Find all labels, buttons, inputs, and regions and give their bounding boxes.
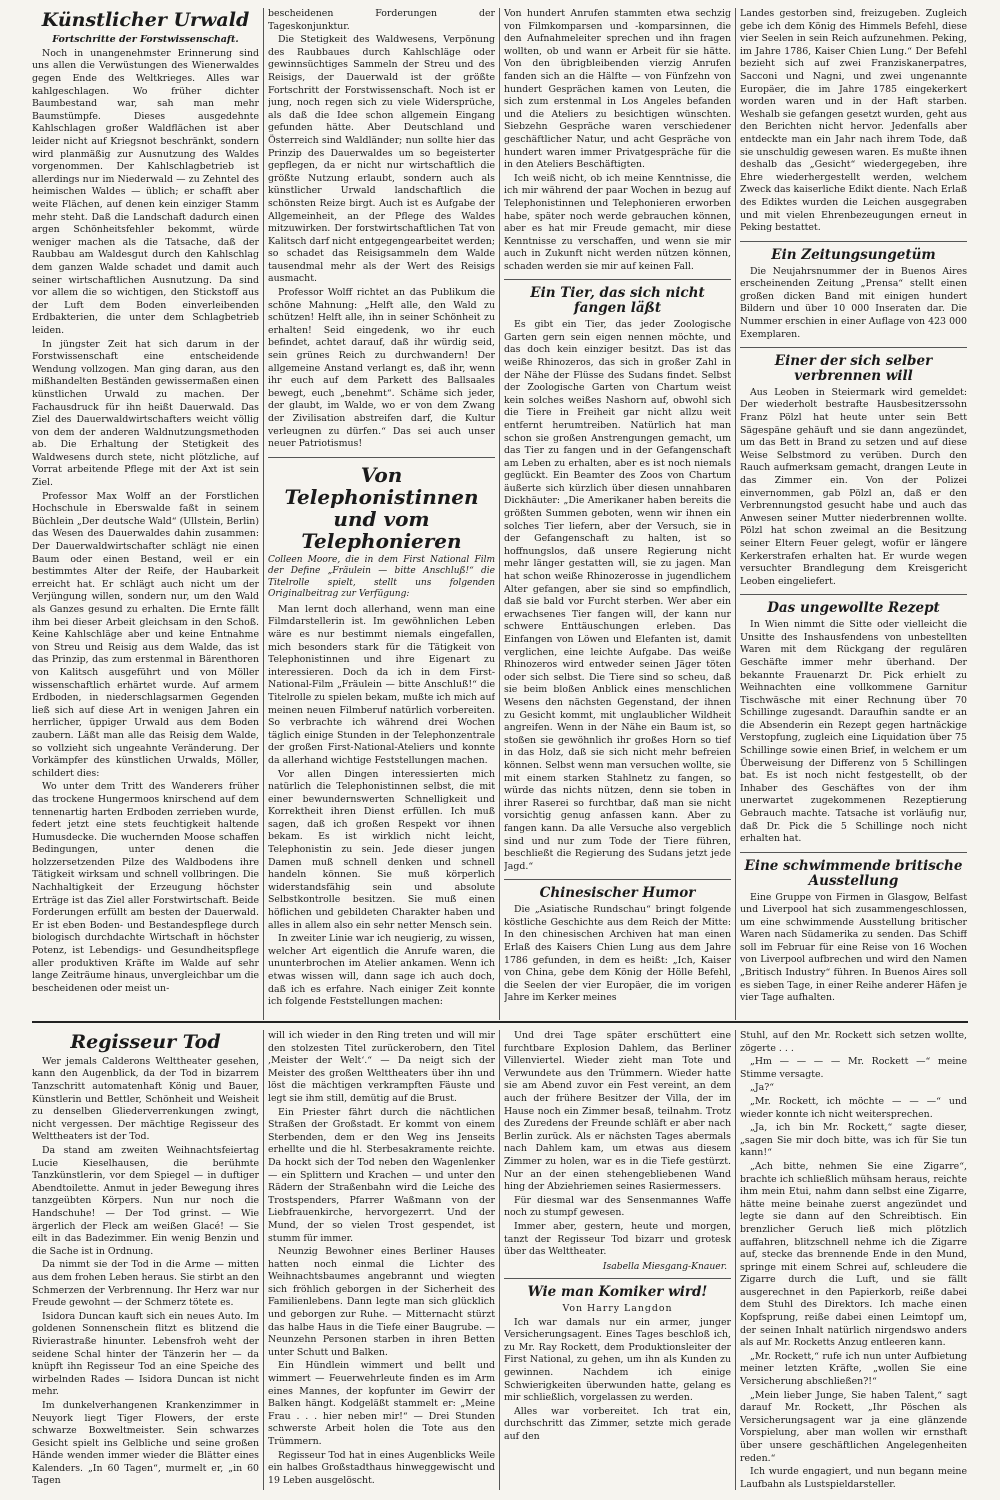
article-title-zeitung: Ein Zeitungsungetüm	[771, 246, 936, 263]
article-separator	[504, 879, 731, 880]
column-rule	[263, 8, 264, 1020]
article-separator	[504, 1278, 731, 1279]
paragraph: Alles war vorbereitet. Ich trat ein, durchschritt das Zimmer, setzte mich gerade auf den	[504, 1405, 731, 1442]
paragraph: bescheidenen Forderungen der Tageskonjunktur.	[268, 8, 495, 32]
paragraph: Landes gestorben sind, freizugeben. Zugleich gebe ich dem König des Himmels Befehl, diese vier Seelen in sein Reich aufzunehmen. Peking, im Jahre 1786, Kaiser Chien Lung.“ Der Befehl bezieht sich auf zwei Franziskanerpatres, Sacconi und Nagni, und zwei ungenannte Europäer, die im Jahre 1785 eingekerkert worden waren und in der Haft starben. Weshalb sie gefangen gesetzt wurden, geht aus den Berichten nicht hervor. Jedenfalls aber entdeckte man ein Jahr nach ihrem Tode, daß sie unschuldig gewesen waren. Es mußte ihnen deshalb das „Gesicht“ wiedergegeben, ihre Ehre wiederhergestellt werden, welchem Zweck das kaiserliche Edikt diente. Nach Erlaß des Ediktes wurden die Leichen ausgegraben und mit vielen Ehrenbezeugungen erneut in Peking bestattet.	[740, 8, 967, 234]
paragraph: Wer jemals Calderons Welttheater gesehen, kann den Augenblick, da der Tod in bizarrem Tanzschritt automatenhaft König und Bauer, Künstlerin und Bettler, Schönheit und Weisheit zu denselben Gliederverrenkungen zwingt, nicht vergessen. Der mächtige Regisseur des Welttheaters ist der Tod.	[32, 1055, 259, 1143]
paragraph: Die „Asiatische Rundschau“ bringt folgende köstliche Geschichte aus dem Reich der Mitte: In den chinesischen Archiven hat man einen Erlaß des Kaisers Chien Lung aus dem Jahre 1786 gefunden, in dem es heißt: „Ich, Kaiser von China, gebe dem König der Hölle Befehl, die Seelen der vier Europäer, die im vorigen Jahre im Kerker meines	[504, 904, 731, 1004]
column-4-bottom	[740, 1030, 967, 1490]
paragraph: Ein Priester fährt durch die nächtlichen Straßen der Großstadt. Er kommt von einem Sterbenden, dem er den Weg ins Jenseits erhellte und die hl. Sterbesakramente reichte. Da hockt sich der Tod neben den Wagenlenker — ein Splittern und Krachen — und unter den Rädern der Straßenbahn wird die Leiche des Trostspenders, Pfarrer Waßmann von der Liebfrauenkirche, hervorgezerrt. Und der Mund, der so vielen Trost gespendet, ist stumm für immer.	[268, 1106, 495, 1244]
paragraph: Die Stetigkeit des Waldwesens, Verpönung des Raubbaues durch Kahlschläge oder gewinnsüchtiges Sammeln der Streu und des Reisigs, der Dauerwald ist der größte Fortschritt der Forstwissenschaft. Noch ist er jung, noch regen sich zu viele Widersprüche, als daß die Idee schon allgemein Eingang gefunden hätte. Aber Deutschland und Österreich sind Waldländer; nun sollte hier das Prinzip des Dauerwaldes um so begeisterter gepflegen, da er nicht nur wirtschaftlich die größte Nutzung erlaubt, sondern auch als künstlicher Urwald landschaftlich die schönsten Reize birgt. Auch ist es Aufgabe der Allgemeinheit, an der Pflege des Waldes mitzuwirken. Der forstwirtschaftlichen Tat von Kalitsch darf nicht entgegengearbeitet werden; so schadet das Reisigsammeln dem Walde tausendmal mehr als der Wert des Reisigs ausmacht.	[268, 34, 495, 285]
column-rule	[499, 1030, 500, 1490]
column-1	[32, 8, 259, 1020]
article-separator	[740, 241, 967, 242]
paragraph: Wo unter dem Tritt des Wanderers früher das trockene Hungermoos knirschend auf dem tennenartig harten Erdboden zerrieben wurde, federt jetzt eine stets feuchtigkeit haltende Humusdecke. Die wuchernden Moose schaffen Bedingungen, unter denen die holzzersetzenden Pilze des Waldbodens ihre Tätigkeit wirksam und schnell vollbringen. Die Nachhaltigkeit der Erzeugung höchster Erträge ist das Ziel aller Forstwirtschaft. Beide Forderungen erfüllt am besten der Dauerwald. Er ist eben Boden- und Bestandespflege durch biologisch durchdachte Wirtschaft in höchster Potenz, ist Lebendigs- und Gesundheitspflege aller produktiven Kräfte im Walde auf sehr lange Zeiträume hinaus, unvergleichbar um die bescheidenen oder meist un-	[32, 781, 259, 994]
paragraph: „Ja, ich bin Mr. Rockett,“ sagte dieser, „sagen Sie mir doch bitte, was ich für Sie tun kann!“	[740, 1122, 967, 1159]
paragraph: In zweiter Linie war ich neugierig, zu wissen, welcher Art eigentlich die Anrufe waren, die ununterbrochen im Atelier ankamen. Wenn ich etwas wissen will, dann sage ich auch doch, daß ich es erfahre. Nach einiger Zeit konnte ich folgende Feststellungen machen:	[268, 933, 495, 1008]
column-rule	[263, 1030, 264, 1490]
paragraph: Die Neujahrsnummer der in Buenos Aires erscheinenden Zeitung „Prensa“ stellt einen großen dicken Band mit einigen hundert Bildern und über 10 000 Inseraten dar. Die Nummer erschien in einer Auflage von 423 000 Exemplaren.	[740, 265, 967, 340]
article-byline-komiker: Von Harry Langdon	[562, 1302, 673, 1314]
paragraph: In jüngster Zeit hat sich darum in der Forstwissenschaft eine entscheidende Wendung vollzogen. Man ging daran, aus den mißhandelten Beständen gewissermaßen einen künstlichen Urwald zu machen. Der Fachausdruck für ihn heißt Dauerwald. Das Ziel des Dauerwaldwirtschafters weicht völlig von dem der anderen Waldnutzungsmethoden ab. Die Erhaltung der Stetigkeit des Waldwesens durch stete, nicht plötzliche, auf Vorrat arbeitende Pflege mit der Axt ist sein Ziel.	[32, 338, 259, 489]
paragraph: Für diesmal war des Sensenmannes Waffe noch zu stumpf gewesen.	[504, 1194, 731, 1219]
paragraph: Professor Wolff richtet an das Publikum die schöne Mahnung: „Helft alle, den Wald zu schützen! Helft alle, ihn in seiner Schönheit zu erhalten! Seid eingedenk, wo ihr euch befindet, achtet darauf, daß ihr würdig seid, sein grünes Reich zu durchwandern! Der allgemeine Anstand verlangt es, daß ihr, wenn ihr euch auf dem Parkett des Ballsaales bewegt, euch „benehmt“. Schäme sich jeder, der glaubt, im Walde, wo er von dem Zwang der Zivilisation abstreifen darf, die Kultur verleugnen zu dürfen.“ Das sei auch unser neuer Patriotismus!	[268, 287, 495, 450]
paragraph: Ich wurde engagiert, und nun begann meine Laufbahn als Lustspieldarsteller.	[740, 1466, 967, 1490]
article-separator	[740, 852, 967, 853]
column-3-bottom	[504, 1030, 731, 1490]
paragraph: Im dunkelverhangenen Krankenzimmer in Neuyork liegt Tiger Flowers, der erste schwarze Boxweltmeister. Sein schwarzes Gesicht spielt ins Gelbliche und seine großen Hände wenden immer wieder die Blätter eines Kalenders. „In 60 Tagen“, murmelt er, „in 60 Tagen	[32, 1399, 259, 1487]
article-separator	[268, 457, 495, 458]
paragraph: Regisseur Tod hat in eines Augenblicks Weile ein halbes Großstadthaus hinweggewischt und 19 Leben ausgelöscht.	[268, 1449, 495, 1486]
paragraph: Da nimmt sie der Tod in die Arme — mitten aus dem frohen Leben heraus. Sie stirbt an den Schmerzen der Verbrennung. Ihr Herz war nur Freude gewohnt — der Schmerz tötete es.	[32, 1259, 259, 1309]
article-title-tier: Ein Tier, das sich nicht fangen läßt	[530, 285, 705, 317]
article-title-tod: Regisseur Tod	[70, 1031, 221, 1053]
paragraph: Man lernt doch allerhand, wenn man eine Filmdarstellerin ist. Im gewöhnlichen Leben wäre es nur bestimmt niemals eingefallen, mich besonders stark für die Tätigkeit von Telephonistinnen und ihre Eigenart zu interessieren. Doch da ich in dem First-National-Film „Fräulein — bitte Anschluß!“ die Titelrolle zu spielen bekam, mußte ich mich auf meinen neuen Filmberuf natürlich vorbereiten. So verbrachte ich während drei Wochen täglich einige Stunden in der Telephonzentrale der großen First-National-Ateliers und konnte da allerhand wichtige Feststellungen machen.	[268, 603, 495, 766]
column-3	[504, 8, 731, 1020]
paragraph: will ich wieder in den Ring treten und will mir den stolzesten Titel zurückerobern, den Titel ‚Meister der Welt‘.“ — Da neigt sich der Meister des großen Welttheaters über ihn und löst die mächtigen verkrampften Fäuste und legt sie ihm still, demütig auf die Brust.	[268, 1030, 495, 1104]
article-subtitle-urwald: Fortschritte der Forstwissenschaft.	[52, 33, 239, 45]
paragraph: „Ach bitte, nehmen Sie eine Zigarre“, brachte ich schließlich mühsam heraus, reichte ihm mein Etui, nahm dann selbst eine Zigarre, hätte meine beinahe zuerst angezündet und legte sie dann auf den Schreibtisch. Ein brenzlicher Geruch ließ mich plötzlich auffahren, blitzschnell nehme ich die Zigarre auf, stecke das brennende Ende in den Mund, springe mit einem Schrei auf, schleudere die Zigarre durch die Luft, und sie fällt ausgerechnet in den Papierkorb, reiße dabei dem Stuhl des Direktors. Ich mache einen Kopfsprung, reiße dabei einen Leimtopf um, der seinen Inhalt natürlich nirgendswo anders als auf Mr. Rocketts Anzug entleeren kann.	[740, 1160, 967, 1349]
article-credit-tod: Isabella Miesgang-Knauer.	[602, 1260, 727, 1272]
paragraph: Stuhl, auf den Mr. Rockett sich setzen wollte, zögerte . . .	[740, 1030, 967, 1054]
article-separator	[740, 347, 967, 348]
article-title-urwald: Künstlicher Urwald	[41, 9, 250, 31]
bottom-section	[32, 1030, 968, 1490]
paragraph: Da stand am zweiten Weihnachtsfeiertag Lucie Kieselhausen, die berühmte Tanzkünstlerin, vor dem Spiegel — in duftiger Abendtoilette. Anmut in jeder Bewegung ihres tanzgeübten Körpers. Nun nur noch die Handschuhe! — Der Tod grinst. — Wie ärgerlich der Fleck am weißen Glacé! — Sie eilt in das Badezimmer. Ein wenig Benzin und die Sache ist in Ordnung.	[32, 1145, 259, 1257]
column-2-bottom	[268, 1030, 495, 1490]
paragraph: „Mr. Rockett,“ rufe ich nun unter Aufbietung meiner letzten Kräfte, „wollen Sie eine Versicherung abschließen?!“	[740, 1350, 967, 1388]
article-title-rezept: Das ungewollte Rezept	[767, 600, 940, 617]
paragraph: Professor Max Wolff an der Forstlichen Hochschule in Eberswalde faßt in seinem Büchlein „Der deutsche Wald“ (Ullstein, Berlin) das Wesen des Dauerwaldes dahin zusammen: Der Dauerwaldwirtschafter schlägt nie einen Baum oder einen Bestand, weil er ein bestimmtes Alter der Reife, der Haubarkeit erreicht hat. Er schlägt auch nicht um der Verjüngung willen, sondern nur, um den Wald als Ganzes gesund zu erhalten. Die Ernte fällt ihm bei dieser Arbeit gleichsam in den Schoß. Keine Kahlschläge aber und keine Entnahme von Streu und Reisig aus dem Walde, das ist das Prinzip, das zum erstenmal in Bärenthoren von Kalitsch ausgeführt und von Möller wissenschaftlich erhärtet wurde. Auf armem Erdboden, in niederschlagsarmen Gegenden ließ sich auf diese Art in wenigen Jahren ein herrlicher, üppiger Urwald aus dem Boden zaubern. Läßt man alle das Reisig dem Walde, so vollzieht sich ungeahnte Veränderung. Der Vorkämpfer des künstlichen Urwalds, Möller, schildert dies:	[32, 490, 259, 779]
paragraph: Ein Hündlein wimmert und bellt und wimmert — Feuerwehrleute finden es im Arm eines Mannes, der kopfunter im Gewirr der Balken hängt. Kodgeläßt stammelt er: „Meine Frau . . . hier neben mir!“ — Drei Stunden schwerste Arbeit holen die Tote aus den Trümmern.	[268, 1360, 495, 1447]
article-intro-telephon: Colleen Moore, die in dem First National Film der Define „Fräulein — bitte Anschluß!“ die Titelrolle spielt, stellt uns folgenden Originalbeitrag zur Verfügung:	[268, 554, 495, 600]
article-title-humor: Chinesischer Humor	[539, 885, 696, 902]
paragraph: Eine Gruppe von Firmen in Glasgow, Belfast und Liverpool hat sich zusammengeschlossen, um eine schwimmende Ausstellung britischer Waren nach Südamerika zu senden. Das Schiff soll im Februar für eine Reise von 16 Wochen von Liverpool aufbrechen und wird den Namen „Britisch Industry“ führen. In Buenos Aires soll es sieben Tage, in einer Reihe anderer Häfen je vier Tage aufhalten.	[740, 891, 967, 1004]
paragraph: „Hm — — — — Mr. Rockett —“ meine Stimme versagte.	[740, 1056, 967, 1080]
paragraph: „Mr. Rockett, ich möchte — — —“ und wieder konnte ich nicht weitersprechen.	[740, 1095, 967, 1120]
paragraph: Vor allen Dingen interessierten mich natürlich die Telephonistinnen selbst, die mit einer bewundernswerten Schnelligkeit und Korrektheit ihren Dienst erfüllen. Ich muß sagen, daß ich großen Respekt vor ihnen bekam. Es ist wirklich nicht leicht, Telephonistin zu sein. Jede dieser jungen Damen muß schnell denken und schnell handeln können. Sie muß körperlich widerstandsfähig sein und absolute Selbstkontrolle besitzen. Sie muß einen höflichen und gebildeten Charakter haben und alles in allem also ein sehr netter Mensch sein.	[268, 768, 495, 931]
paragraph: Aus Leoben in Steiermark wird gemeldet: Der wiederholt bestrafte Hausbesitzerssohn Franz Pölzl hat heute unter sein Bett Sägespäne gehäuft und sie dann angezündet, um das Bett in Brand zu setzen und auf diese Weise Selbstmord zu verüben. Durch den Rauch aufmerksam gemacht, drangen Leute in das Zimmer ein. Von der Polizei einvernommen, gab Pölzl an, daß er den Verbrennungstod gesucht habe und auch das Anwesen seiner Mutter niederbrennen wollte. Pölzl hat schon zweimal an die Besitzung seiner Eltern Feuer gelegt, wofür er längere Kerkerstrafen erhalten hat. Er wurde wegen versuchter Brandlegung dem Kreisgericht Leoben eingeliefert.	[740, 386, 967, 587]
paragraph: „Mein lieber Junge, Sie haben Talent,“ sagt darauf Mr. Rockett, „Ihr Pöschen als Versicherungsagent war ja eine glänzende Vorspielung, aber man wollen wir ernsthaft über unsere geschäftlichen Angelegenheiten reden.“	[740, 1389, 967, 1464]
article-separator	[504, 279, 731, 280]
column-rule	[499, 8, 500, 1020]
paragraph: Es gibt ein Tier, das jeder Zoologische Garten gern sein eigen nennen möchte, und das doch kein einziger besitzt. Das ist das weiße Rhinozeros, das sich in großer Zahl in der Nähe der Flüsse des Sudans findet. Selbst der Zoologische Garten von Chartum weist kein solches weißes Nashorn auf, obwohl sich die Tiere in Freiheit gar nicht allzu weit entfernt herumtreiben. Natürlich hat man schon sie großen Anstrengungen gemacht, um das Tier zu fangen und in der Gefangenschaft am Leben zu erhalten, aber es ist noch niemals geglückt. Ein Beamter des Zoos von Chartum äußerte sich kürzlich über diesen unnahbaren Dickhäuter: „Die Amerikaner haben bereits die größten Summen geboten, wenn wir ihnen ein solches Tier liefern, aber der Versuch, sie in der Gefangenschaft zu halten, ist so hoffnungslos, daß unsere Regierung nicht mehr länger gestatten will, sie zu jagen. Man hat schon weiße Rhinozerosse in jugendlichem Alter gefangen, aber sie sind so empfindlich, daß sie bald vor Furcht sterben. Wer aber ein erwachsenes Tier fangen will, der kann nur schwere Enttäuschungen erleben. Das Einfangen von Löwen und Elefanten ist, damit verglichen, eine leichte Aufgabe. Das weiße Rhinozeros wird entweder seinen Jäger töten oder sich selbst. Die Tiere sind so scheu, daß sie beim bloßen Anblick eines menschlichen Wesens den nächsten Gegenstand, der ihnen zu Gesicht kommt, mit unglaublicher Wildheit angreifen. Wenn in der Nähe ein Baum ist, so stoßen sie gewöhnlich ihr großes Horn so tief in das Holz, daß sie sich nicht mehr befreien können. Selbst wenn man versuchen wollte, sie mit einem starken Stahlnetz zu fangen, so würde das nichts nützen, denn sie toben in ihrer Raserei so furchtbar, daß man sie nicht vorsichtig genug anfassen kann. Aber zu fangen kann. Da alle Versuche also vergeblich sind und nur zum Tode der Tiere führen, beschließt die Regierung des Sudans jetzt jede Jagd.“	[504, 319, 731, 872]
paragraph: „Ja?“	[750, 1082, 775, 1094]
column-2	[268, 8, 495, 1020]
paragraph: Noch in unangenehmster Erinnerung sind uns allen die Verwüstungen des Wienerwaldes gegen Ende des Weltkrieges. Alles war kahlgeschlagen. Wo früher dichter Baumbestand war, sah man mehr Baumstümpfe. Dieses ausgedehnte Kahlschlagen großer Waldflächen ist aber leider nicht auf Kriegsnot beschränkt, sondern wird planmäßig zur Ausnutzung des Waldes vorgenommen. Der Kahlschlagbetrieb ist allerdings nur im Niederwald — zu Zehntel des heimischen Waldes — üblich; er schafft aber weite Flächen, auf denen kein einziger Stamm mehr steht. Daß die Landschaft dadurch einen argen Schönheitsfehler bekommt, würde weniger machen als die Tatsache, daß der Raubbau am Waldesgut durch den Kahlschlag dem ganzen Walde schadet und damit auch seiner wirtschaftlichen Ausnutzung. Da sind vor allem die so wichtigen, den Stickstoff aus der Luft dem Boden einverleibenden Erdbakterien, die unter dem Schlagbetrieb leiden.	[32, 47, 259, 336]
column-rule	[735, 1030, 736, 1490]
paragraph: Neunzig Bewohner eines Berliner Hauses hatten noch einmal die Lichter des Weihnachtsbaumes angebrannt und wiegten sich fröhlich geborgen in der Sicherheit des Familienlebens. Dann legte man sich glücklich und geborgen zur Ruhe. — Mitternacht stürzt das halbe Haus in die Tiefe einer Baugrube. — Neunzehn Personen starben in ihren Betten unter Schutt und Balken.	[268, 1246, 495, 1358]
article-title-telephon: Von Telephonistinnen und vom Telephonieren	[284, 462, 479, 553]
article-title-ausstellung: Eine schwimmende britische Ausstellung	[744, 857, 963, 889]
paragraph: Und drei Tage später erschüttert eine furchtbare Explosion Dahlem, das Berliner Villenviertel. Wieder zieht man Tote und Verwundete aus den Trümmern. Wieder hatte sie am Abend zuvor ein Fest vereint, an dem auch der frühere Besitzer der Villa, der im Hause noch ein Zimmer besaß, teilnahm. Trotz des Zuredens der Freunde schläft er aber nach Berlin zurück. Als er nächsten Tages abermals nach Dahlem kam, um etwas aus diesem Zimmer zu holen, war es in die Tiefe gestürzt. Nur an der einen stehengebliebenen Wand hing der Abziehriemen seines Rasiermessers.	[504, 1030, 731, 1193]
column-4	[740, 8, 967, 1020]
column-1-bottom	[32, 1030, 259, 1490]
article-title-komiker: Wie man Komiker wird!	[527, 1283, 708, 1300]
newspaper-page	[32, 8, 968, 1492]
paragraph: Ich weiß nicht, ob ich meine Kenntnisse, die ich mir während der paar Wochen in bezug auf Telephonistinnen und Telephonieren erworben habe, später noch werde gebrauchen können, aber es hat mir Freude gemacht, mir diese Kenntnisse zu verschaffen, und wenn sie mir auch in Zukunft nicht werden nützen können, schaden werden sie mir auf keinen Fall.	[504, 172, 731, 272]
column-rule	[735, 8, 736, 1020]
paragraph: Immer aber, gestern, heute und morgen, tanzt der Regisseur Tod bizarr und grotesk über das Welttheater.	[504, 1220, 731, 1258]
top-section	[32, 8, 968, 1020]
section-divider	[32, 1021, 968, 1023]
paragraph: Von hundert Anrufen stammten etwa sechzig von Filmkomparsen und -komparsinnen, die den Aufnahmeleiter sprechen und ihn fragen wollten, ob und wann er Arbeit für sie hätte. Von den übrigbleibenden vierzig Anrufen fanden sich an die Hälfte — von Fünfzehn von hundert Gesprächen kamen von Leuten, die sich zum erstenmal in Los Angeles befanden und die Ateliers zu besichtigen wünschten. Siebzehn Gespräche waren verschiedener geschäftlicher Natur, und acht Gespräche von hundert waren immer Privatgespräche für die in den Ateliers Beschäftigten.	[504, 8, 731, 171]
paragraph: In Wien nimmt die Sitte oder vielleicht die Unsitte des Inshausfendens von unbestellten Waren mit dem Rückgang der regulären Geschäfte immer mehr überhand. Der bekannte Frauenarzt Dr. Pick erhielt zu Weihnachten eine vollkommene Garnitur Tischwäsche mit einer Rechnung über 70 Schillinge zugesandt. Daraufhin sandte er an die Absenderin ein Rezept gegen hartnäckige Verstopfung, zugleich eine Liquidation über 75 Schillinge sowie einen Brief, in welchem er um Überweisung der Differenz von 5 Schillingen bat. Es ist noch nicht festgestellt, ob der Inhaber des Geschäftes von der ihm unerwartet zugekommenen Rezeptierung Gebrauch machte. Tatsache ist vorläufig nur, daß Dr. Pick die 5 Schillinge noch nicht erhalten hat.	[740, 619, 967, 845]
paragraph: Isidora Duncan kauft sich ein neues Auto. Im goldenen Sonnenschein flitzt es blitzend die Rivierastraße hinunter. Lebensfroh weht der seidene Schal hinter der Tänzerin her — da knüpft ihn Regisseur Tod an eine Speiche des wirbelnden Rades — Isidora Duncan ist nicht mehr.	[32, 1310, 259, 1398]
article-title-verbrennen: Einer der sich selber verbrennen will	[774, 353, 933, 384]
article-separator	[740, 594, 967, 595]
paragraph: Ich war damals nur ein armer, junger Versicherungsagent. Eines Tages beschloß ich, zu Mr. Ray Rockett, dem Produktionsleiter der First National, zu gehen, um ihn als Kunden zu gewinnen. Nachdem ich einige Schwierigkeiten überwunden hatte, gelang es mir schließlich, vorgelassen zu werden.	[504, 1316, 731, 1404]
